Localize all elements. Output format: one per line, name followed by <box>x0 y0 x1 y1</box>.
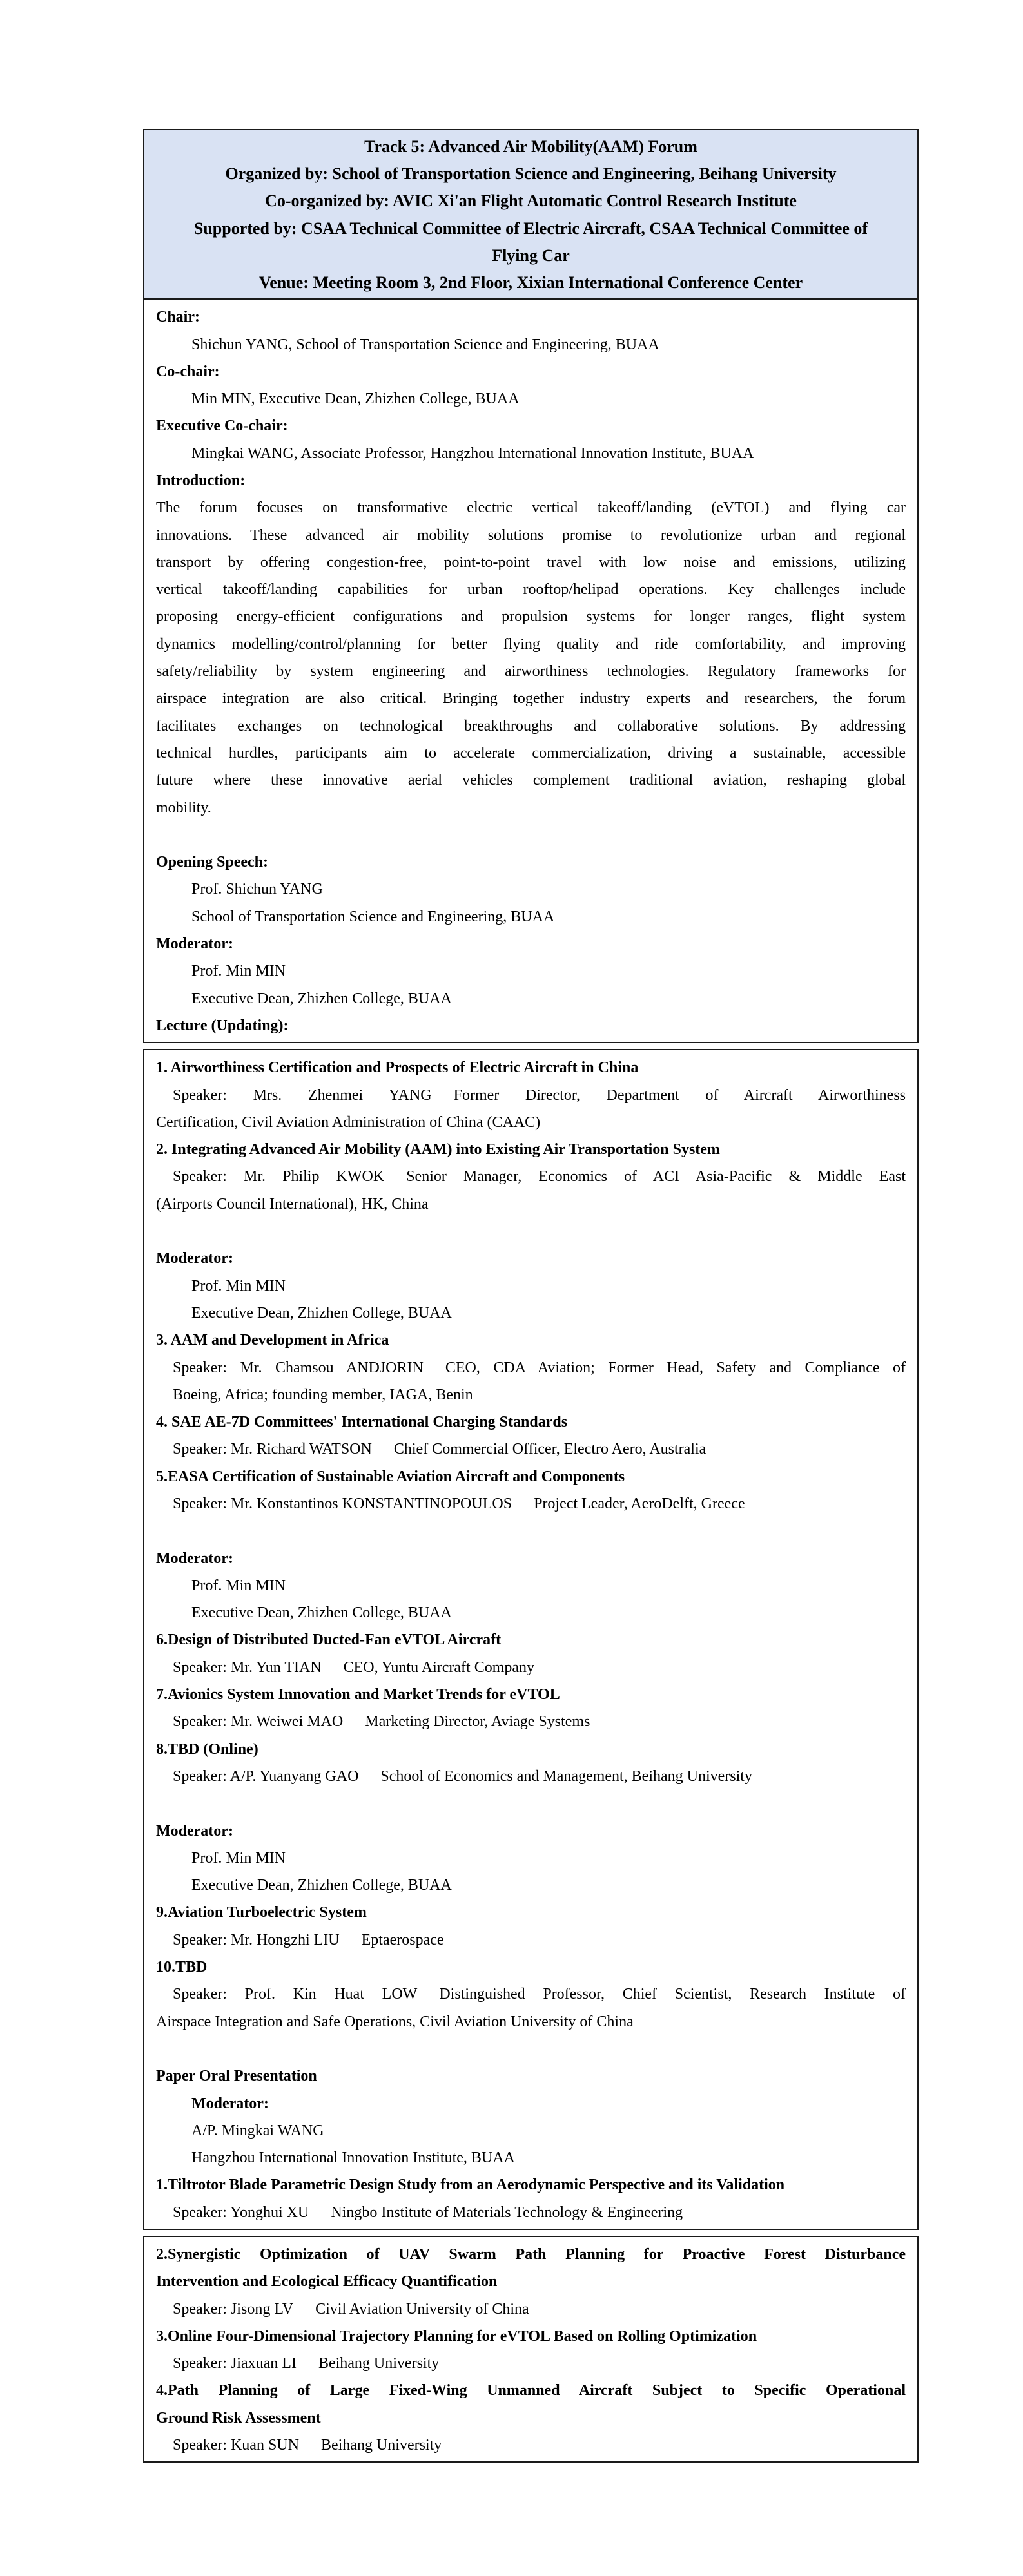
introduction-text: facilitates exchanges on technological breakthroughs and collaborative solutions. By addressing <box>156 717 906 735</box>
speaker-line <box>156 1763 906 1790</box>
speaker-name: Speaker: Mr. Richard WATSON <box>173 1441 372 1458</box>
program-info-section <box>144 300 917 1042</box>
speaker-continuation: Boeing, Africa; founding member, IAGA, Benin <box>173 1386 473 1403</box>
moderator-label: Moderator: <box>191 2095 269 2112</box>
person-line: Executive Dean, Zhizhen College, BUAA <box>191 1304 452 1322</box>
blank-line <box>156 1218 906 1245</box>
person-line: Prof. Min MIN <box>191 1577 286 1594</box>
speaker-continuation: Airspace Integration and Safe Operations, Civil Aviation University of China <box>156 2013 634 2030</box>
introduction-text: innovations. These advanced air mobility solutions promise to revolutionize urban and regional <box>156 526 906 544</box>
speaker-name: Speaker: Mr. Weiwei MAO <box>173 1713 344 1731</box>
introduction-text: vertical takeoff/landing capabilities for urban rooftop/helipad operations. Key challenges include <box>156 581 906 599</box>
person-line: A/P. Mingkai WANG <box>191 2122 324 2139</box>
speaker-continuation: (Airports Council International), HK, China <box>156 1195 429 1213</box>
talk-title: Intervention and Ecological Efficacy Quantification <box>156 2273 498 2291</box>
introduction-text: dynamics modelling/control/planning for better flying quality and ride comfortability, and improving <box>156 635 906 653</box>
header-line: Flying Car <box>492 245 570 265</box>
speaker-name: Speaker: Mr. Philip KWOK <box>173 1168 385 1186</box>
speaker-name: Speaker: A/P. Yuanyang GAO <box>173 1767 359 1785</box>
speaker-continuation: Certification, Civil Aviation Administration of China (CAAC) <box>156 1113 541 1131</box>
talk-title: Ground Risk Assessment <box>156 2409 321 2427</box>
blank-line <box>156 1517 906 1544</box>
talk-title: 2. Integrating Advanced Air Mobility (AAM) into Existing Air Transportation System <box>156 1141 720 1158</box>
introduction-text: The forum focuses on transformative electric vertical takeoff/landing (eVTOL) and flying car <box>156 499 906 517</box>
introduction-text: safety/reliability by system engineering and airworthiness technologies. Regulatory frameworks for <box>156 663 906 680</box>
person-line: Mingkai WANG, Associate Professor, Hangzhou International Innovation Institute, BUAA <box>191 445 754 462</box>
speaker-line <box>156 2432 906 2459</box>
talk-title: 8.TBD (Online) <box>156 1740 258 1758</box>
person-line: Prof. Min MIN <box>191 1849 286 1867</box>
header-line: Venue: Meeting Room 3, 2nd Floor, Xixian International Conference Center <box>258 273 803 293</box>
speaker-affiliation: Project Leader, AeroDelft, Greece <box>534 1495 745 1512</box>
section-label: Introduction: <box>156 472 246 489</box>
speaker-line <box>156 1354 906 1381</box>
speaker-affiliation: Beihang University <box>320 2437 442 2454</box>
talk-title: 9.Aviation Turboelectric System <box>156 1904 367 1921</box>
speaker-line <box>156 1490 906 1517</box>
speaker-affiliation: CEO, Yuntu Aircraft Company <box>343 1658 535 1676</box>
talk-title: 6.Design of Distributed Ducted-Fan eVTOL Aircraft <box>156 1631 502 1649</box>
speaker-affiliation: Eptaerospace <box>361 1931 444 1948</box>
speaker-affiliation: Beihang University <box>318 2355 440 2372</box>
speaker-affiliation: Senior Manager, Economics of ACI Asia-Pacific & Middle East <box>406 1168 906 1186</box>
introduction-text: transport by offering congestion-free, point-to-point travel with low noise and emissions, utilizing <box>156 553 906 571</box>
section-label: Moderator: <box>156 936 233 953</box>
header-line: Co-organized by: AVIC Xi'an Flight Automatic Control Research Institute <box>265 191 797 211</box>
speaker-line <box>156 2296 906 2323</box>
speaker-name: Speaker: Mr. Chamsou ANDJORIN <box>173 1359 424 1376</box>
speaker-line <box>156 1436 906 1463</box>
introduction-text: technical hurdles, participants aim to accelerate commercialization, driving a sustainable, accessible <box>156 744 906 762</box>
section-label: Opening Speech: <box>156 854 269 871</box>
person-line: Prof. Min MIN <box>191 1277 286 1294</box>
person-line: Executive Dean, Zhizhen College, BUAA <box>191 1877 452 1894</box>
section-label: Paper Oral Presentation <box>156 2068 317 2085</box>
talk-title: 1.Tiltrotor Blade Parametric Design Study from an Aerodynamic Perspective and its Validation <box>156 2177 785 2194</box>
introduction-text: mobility. <box>156 799 211 816</box>
person-line: Min MIN, Executive Dean, Zhizhen College, BUAA <box>191 390 520 408</box>
speaker-line <box>156 1163 906 1190</box>
blank-line <box>156 822 906 849</box>
person-line: Prof. Min MIN <box>191 963 286 980</box>
lecture-list-section <box>144 1050 917 2229</box>
speaker-affiliation: CEO, CDA Aviation; Former Head, Safety and Compliance of <box>445 1359 906 1376</box>
person-line: Executive Dean, Zhizhen College, BUAA <box>191 990 452 1007</box>
section-label: Moderator: <box>156 1822 233 1840</box>
lecture-table <box>143 1049 919 2230</box>
speaker-name: Speaker: Mrs. Zhenmei YANG <box>173 1086 432 1104</box>
speaker-name: Speaker: Mr. Hongzhi LIU <box>173 1931 340 1948</box>
speaker-affiliation: School of Economics and Management, Beihang University <box>380 1767 752 1785</box>
talk-title: 2.Synergistic Optimization of UAV Swarm Path Planning for Proactive Forest Disturbance <box>156 2246 906 2263</box>
talk-title: 5.EASA Certification of Sustainable Aviation Aircraft and Components <box>156 1468 625 1485</box>
speaker-line <box>156 1981 906 2008</box>
paper-presentation-section <box>144 2237 917 2461</box>
section-label: Chair: <box>156 309 200 326</box>
speaker-affiliation: Ningbo Institute of Materials Technology & Engineering <box>331 2204 683 2221</box>
section-label: Lecture (Updating): <box>156 1017 289 1034</box>
header-line: Supported by: CSAA Technical Committee of Electric Aircraft, CSAA Technical Committee of <box>193 218 868 238</box>
blank-line <box>156 2035 906 2062</box>
speaker-name: Speaker: Mr. Yun TIAN <box>173 1658 322 1676</box>
speaker-affiliation: Marketing Director, Aviage Systems <box>365 1713 590 1731</box>
person-line: School of Transportation Science and Engineering, BUAA <box>191 908 555 925</box>
speaker-line <box>156 2199 906 2226</box>
header-line: Track 5: Advanced Air Mobility(AAM) Forum <box>364 137 697 156</box>
conference-program-document <box>143 129 919 2468</box>
section-label: Co-chair: <box>156 363 220 380</box>
talk-title: 10.TBD <box>156 1959 208 1976</box>
speaker-line <box>156 1708 906 1735</box>
talk-title: 3. AAM and Development in Africa <box>156 1332 389 1349</box>
speaker-name: Speaker: Mr. Konstantinos KONSTANTINOPOULOS <box>173 1495 512 1512</box>
introduction-text: proposing energy-efficient configurations and propulsion systems for longer ranges, flight system <box>156 608 906 626</box>
header-line: Organized by: School of Transportation Science and Engineering, Beihang University <box>225 164 837 184</box>
section-label: Moderator: <box>156 1550 233 1567</box>
person-line: Executive Dean, Zhizhen College, BUAA <box>191 1604 452 1622</box>
speaker-line <box>156 1654 906 1681</box>
speaker-name: Speaker: Yonghui XU <box>173 2204 309 2221</box>
section-label: Moderator: <box>156 1250 233 1267</box>
introduction-text: future where these innovative aerial vehicles complement traditional aviation, reshaping global <box>156 772 906 789</box>
speaker-affiliation: Chief Commercial Officer, Electro Aero, Australia <box>393 1441 706 1458</box>
paper-table <box>143 2236 919 2463</box>
introduction-text: airspace integration are also critical. Bringing together industry experts and researchers, the forum <box>156 690 906 707</box>
speaker-name: Speaker: Kuan SUN <box>173 2437 299 2454</box>
speaker-affiliation: Distinguished Professor, Chief Scientist, Research Institute of <box>439 1986 906 2003</box>
speaker-line <box>156 2350 906 2377</box>
talk-title: 4.Path Planning of Large Fixed-Wing Unmanned Aircraft Subject to Specific Operational <box>156 2382 906 2399</box>
speaker-name: Speaker: Jiaxuan LI <box>173 2355 297 2372</box>
person-line: Prof. Shichun YANG <box>191 881 323 898</box>
blank-line <box>156 1790 906 1817</box>
talk-title: 4. SAE AE-7D Committees' International Charging Standards <box>156 1414 568 1431</box>
section-label: Executive Co-chair: <box>156 418 288 435</box>
person-line: Shichun YANG, School of Transportation Science and Engineering, BUAA <box>191 336 659 353</box>
talk-title: 3.Online Four-Dimensional Trajectory Planning for eVTOL Based on Rolling Optimization <box>156 2327 757 2345</box>
speaker-line <box>156 1082 906 1109</box>
speaker-name: Speaker: Jisong LV <box>173 2300 294 2318</box>
speaker-line <box>156 1927 906 1954</box>
speaker-affiliation: Former Director, Department of Aircraft Airworthiness <box>453 1086 906 1104</box>
talk-title: 7.Avionics System Innovation and Market Trends for eVTOL <box>156 1686 560 1704</box>
program-main-table <box>143 129 919 1043</box>
program-header <box>144 130 917 300</box>
speaker-affiliation: Civil Aviation University of China <box>315 2300 529 2318</box>
person-line: Hangzhou International Innovation Institute, BUAA <box>191 2149 515 2167</box>
talk-title: 1. Airworthiness Certification and Prospects of Electric Aircraft in China <box>156 1059 639 1077</box>
speaker-name: Speaker: Prof. Kin Huat LOW <box>173 1986 418 2003</box>
